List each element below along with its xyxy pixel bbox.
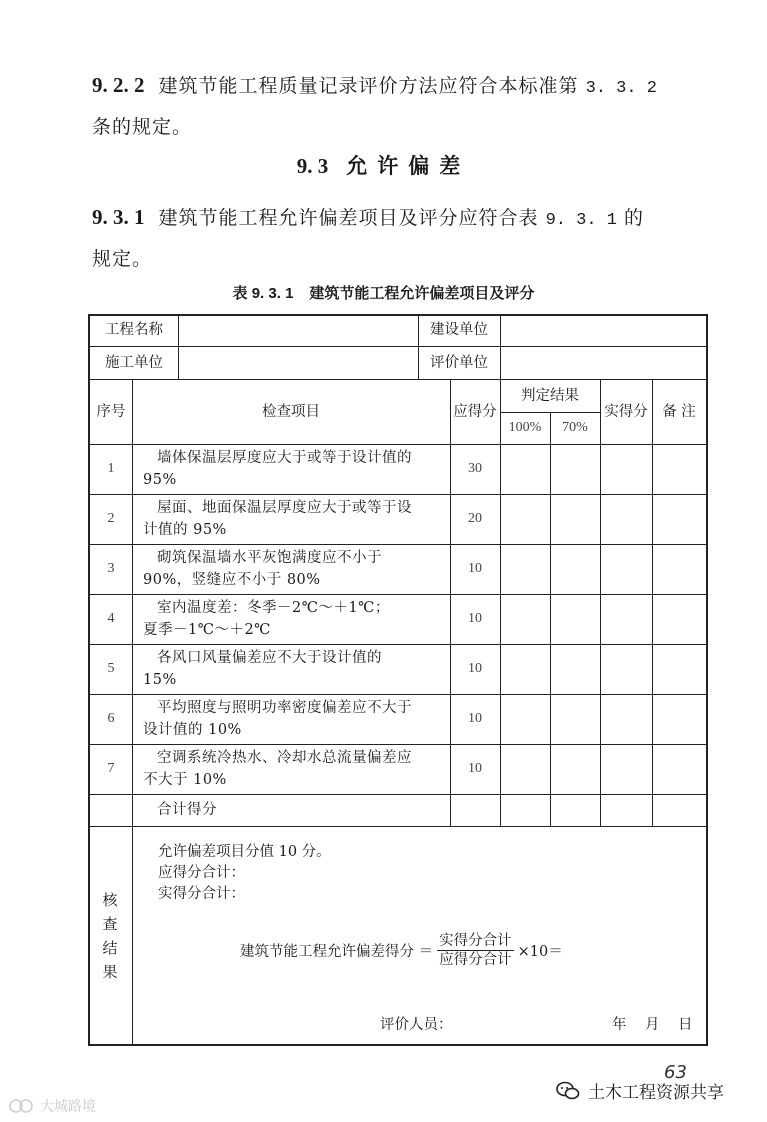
clause-text-cont: 条的规定。	[92, 116, 193, 138]
clause-9-3-1	[92, 198, 732, 278]
row-seq: 1	[107, 461, 115, 476]
project-name-label: 工程名称	[105, 322, 163, 338]
table-rule	[500, 379, 501, 826]
row-check-item	[133, 494, 450, 544]
wechat-account	[556, 1078, 724, 1103]
row-item-line1: 平均照度与照明功率密度偏差应不大于	[157, 700, 412, 716]
row-seq: 6	[107, 711, 115, 726]
formula-rhs: ×10＝	[517, 944, 563, 960]
clause-reference: 9. 3. 1	[545, 211, 617, 230]
row-item-line1: 墙体保温层厚度应大于或等于设计值的	[157, 450, 412, 466]
table-number: 表 9. 3. 1	[232, 285, 294, 302]
check-line-1: 允许偏差项目分值 10 分。	[158, 844, 331, 860]
table-rule	[652, 379, 653, 826]
section-title	[0, 150, 767, 180]
watermark-logo-icon	[8, 1097, 36, 1115]
row-item-line2: 夏季－1℃～＋2℃	[143, 622, 271, 638]
row-seq: 3	[107, 561, 115, 576]
header-judgment: 判定结果	[521, 387, 579, 404]
contractor-label: 施工单位	[105, 354, 163, 371]
score-formula	[240, 932, 563, 969]
row-due-score: 10	[468, 711, 482, 726]
table-title	[0, 282, 767, 303]
contractor-field[interactable]	[179, 347, 417, 378]
row-due-score: 10	[468, 561, 482, 576]
watermark	[8, 1096, 96, 1116]
builder-field[interactable]	[501, 316, 706, 345]
check-line-3: 实得分合计：	[158, 886, 245, 902]
row-item-line1: 室内温度差：冬季－2℃～＋1℃；	[157, 600, 390, 616]
builder-label: 建设单位	[430, 322, 488, 338]
row-check-item	[133, 744, 450, 794]
row-item-line2: 计值的 95%	[143, 522, 227, 538]
header-pct70: 70%	[562, 420, 588, 435]
row-seq: 2	[107, 511, 115, 526]
row-item-line1: 空调系统冷热水、冷却水总流量偏差应	[157, 750, 412, 766]
evaluator-unit-field[interactable]	[501, 347, 706, 378]
row-item-line2: 设计值的 10%	[143, 722, 242, 738]
clause-reference: 3. 3. 2	[585, 79, 657, 98]
total-label	[133, 794, 450, 826]
header-pct100: 100%	[508, 420, 542, 435]
formula-fraction	[437, 932, 514, 969]
evaluation-date: 年 月 日	[612, 1017, 695, 1033]
row-item-line2: 15%	[143, 672, 177, 688]
row-item-line1: 砌筑保温墙水平灰饱满度应不小于	[157, 550, 382, 566]
total-label-text: 合计得分	[157, 802, 217, 818]
row-check-item	[133, 444, 450, 494]
row-due-score: 10	[468, 661, 482, 676]
row-check-item	[133, 694, 450, 744]
row-seq: 7	[107, 761, 115, 776]
formula-numerator: 实得分合计	[439, 933, 512, 949]
project-name-field[interactable]	[179, 316, 417, 345]
clause-text-tail: 的	[624, 207, 645, 229]
check-label-char: 核	[102, 891, 118, 909]
row-seq: 5	[107, 661, 115, 676]
row-check-item	[133, 644, 450, 694]
wechat-icon	[556, 1081, 580, 1101]
header-actual: 实得分	[604, 403, 648, 420]
row-item-line1: 屋面、地面保温层厚度应大于或等于设	[157, 500, 412, 516]
row-item-line2: 95%	[143, 472, 177, 488]
section-heading: 允许偏差	[346, 154, 471, 178]
table-caption: 建筑节能工程允许偏差项目及评分	[309, 284, 535, 302]
check-label-char: 结	[102, 939, 118, 957]
table-rule	[600, 379, 601, 826]
table-rule	[88, 826, 708, 827]
row-due-score: 10	[468, 611, 482, 626]
row-seq: 4	[107, 611, 115, 626]
header-due-score: 应得分	[453, 403, 497, 420]
row-due-score: 30	[468, 461, 482, 476]
clause-text: 建筑节能工程质量记录评价方法应符合本标准第	[158, 75, 579, 97]
clause-number: 9. 3. 1	[92, 205, 145, 229]
formula-denominator: 应得分合计	[439, 952, 512, 968]
row-due-score: 20	[468, 511, 482, 526]
row-item-line2: 90%，竖缝应不小于 80%	[143, 572, 321, 588]
section-number: 9. 3	[296, 154, 329, 178]
header-remark: 备 注	[662, 403, 696, 420]
page-number: 63	[664, 1062, 687, 1083]
header-seq: 序号	[96, 403, 126, 420]
clause-9-2-2	[92, 66, 732, 146]
evaluator-unit-label: 评价单位	[430, 354, 488, 371]
clause-number: 9. 2. 2	[92, 73, 145, 97]
check-line-2: 应得分合计：	[158, 865, 245, 881]
wechat-name: 土木工程资源共享	[588, 1083, 724, 1103]
row-item-line1: 各风口风量偏差应不大于设计值的	[157, 650, 382, 666]
row-check-item	[133, 544, 450, 594]
formula-lhs: 建筑节能工程允许偏差得分 ＝	[240, 944, 434, 960]
watermark-text: 大城路境	[40, 1099, 96, 1115]
evaluator-person-label: 评价人员：	[380, 1017, 453, 1033]
check-label-char: 果	[102, 963, 118, 981]
check-result-label	[96, 888, 124, 984]
header-item: 检查项目	[262, 403, 320, 420]
table-rule	[550, 412, 551, 826]
row-item-line2: 不大于 10%	[143, 772, 227, 788]
row-due-score: 10	[468, 761, 482, 776]
row-check-item	[133, 594, 450, 644]
clause-text-cont: 规定。	[92, 248, 153, 270]
clause-text: 建筑节能工程允许偏差项目及评分应符合表	[158, 207, 539, 229]
check-label-char: 查	[102, 915, 118, 933]
